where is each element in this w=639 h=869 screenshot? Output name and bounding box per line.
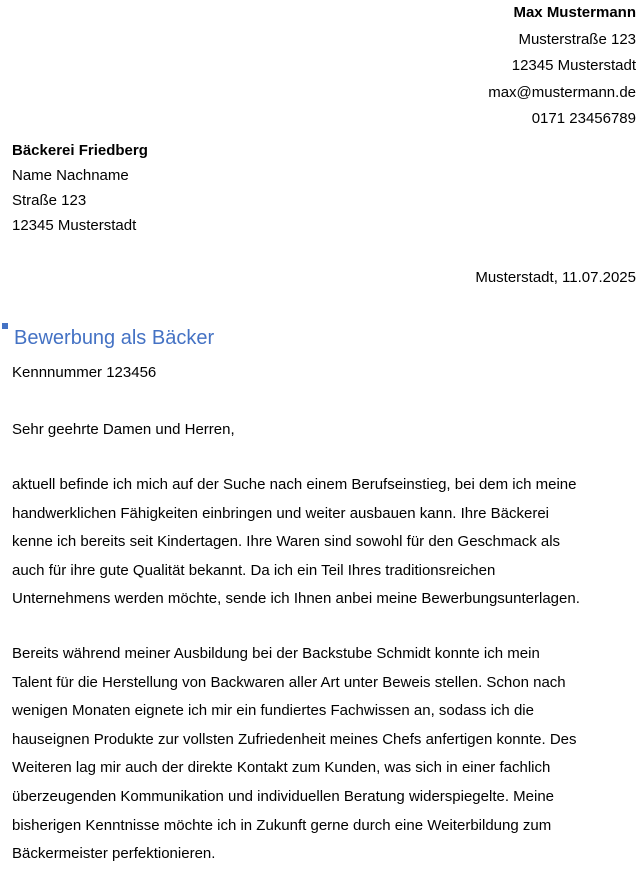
heading-marker <box>2 323 8 329</box>
recipient-company: Bäckerei Friedberg <box>12 142 148 159</box>
sender-street: Musterstraße 123 <box>518 30 636 48</box>
reference-number: Kennnummer 123456 <box>12 364 157 381</box>
paragraph-line: aktuell befinde ich mich auf der Suche nach einem Berufseinstieg, bei dem ich meine <box>12 476 577 493</box>
paragraph-line: Talent für die Herstellung von Backwaren aller Art unter Beweis stellen. Schon nach <box>12 673 566 691</box>
paragraph-line: wenigen Monaten eignete ich mir ein fundiertes Fachwissen an, sodass ich die <box>12 702 534 720</box>
paragraph-line: Bereits während meiner Ausbildung bei der Backstube Schmidt konnte ich mein <box>12 645 540 662</box>
sender-address-block <box>488 0 636 133</box>
paragraph-line: kenne ich bereits seit Kindertagen. Ihre Waren sind sowohl für den Geschmack als <box>12 533 561 551</box>
sender-name: Max Mustermann <box>513 4 636 21</box>
letter-date: Musterstadt, 11.07.2025 <box>475 269 636 286</box>
paragraph-line: überzeugenden Kommunikation und individuellen Beratung widerspiegelte. Meine <box>12 787 555 805</box>
paragraph-line: Unternehmens werden möchte, sende ich Ihnen anbei meine Bewerbungsunterlagen. <box>12 590 580 608</box>
recipient-address-block <box>12 138 148 238</box>
recipient-street: Straße 123 <box>12 192 87 209</box>
sender-city: 12345 Musterstadt <box>511 57 636 74</box>
recipient-city: 12345 Musterstadt <box>12 217 137 234</box>
paragraph-line: handwerklichen Fähigkeiten einbringen und weiter ausbauen kann. Ihre Bäckerei <box>12 504 550 522</box>
recipient-contact: Name Nachname <box>12 167 129 184</box>
body-paragraph-2 <box>12 640 632 869</box>
sender-phone: 0171 23456789 <box>531 110 636 127</box>
paragraph-line: Weiteren lag mir auch der direkte Kontakt zum Kunden, was sich in einer fachlich <box>12 759 551 777</box>
letter-subject: Bewerbung als Bäcker <box>14 327 215 349</box>
sender-email: max@mustermann.de <box>488 83 636 101</box>
salutation: Sehr geehrte Damen und Herren, <box>12 421 235 438</box>
paragraph-line: Bäckermeister perfektionieren. <box>12 845 216 863</box>
body-paragraph-1 <box>12 471 632 614</box>
paragraph-line: bisherigen Kenntnisse möchte ich in Zukunft gerne durch eine Weiterbildung zum <box>12 816 552 834</box>
paragraph-line: hauseignen Produkte zur vollsten Zufriedenheit meines Chefs anfertigen konnte. Des <box>12 730 577 748</box>
paragraph-line: auch für ihre gute Qualität bekannt. Da ich ein Teil Ihres traditionsreichen <box>12 561 496 579</box>
